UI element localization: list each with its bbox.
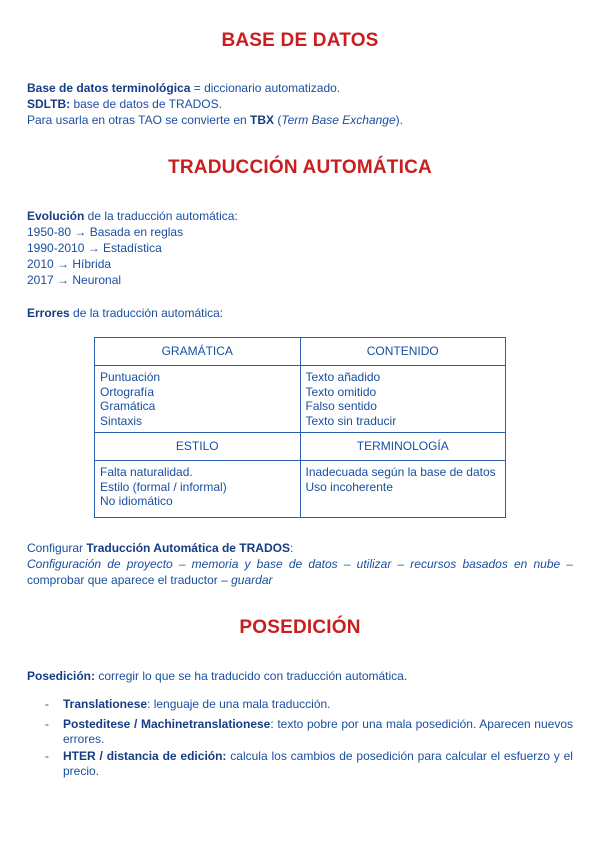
term-errores: Errores [27,306,70,320]
list-item [45,697,573,712]
posedicion-bullets [45,697,573,781]
line-errores [27,305,223,321]
list-item: Falta naturalidad. [100,465,193,479]
text-config-path-2: comprobar que aparece el traductor – [27,573,232,587]
list-item: Texto sin traducir [305,413,397,428]
term-posedicion: Posedición: [27,669,96,683]
text-diccionario: = diccionario automatizado. [190,81,341,95]
list-item [45,717,573,747]
text-sdltb: base de datos de TRADOS. [70,97,222,111]
bullet-dash: - [45,749,49,763]
text-evolucion: de la traducción automática: [84,209,238,223]
line-posedicion [27,668,407,684]
list-item: Puntuación [100,370,161,384]
list-item: Inadecuada según la base de datos [305,465,496,479]
list-item [45,749,573,779]
evolution-item: 1990-2010 → Estadística [27,241,162,255]
bullet-dash: - [45,697,49,711]
list-item: Texto omitido [305,384,377,399]
text-tbx-a: Para usarla en otras TAO se convierte en [27,113,251,127]
list-item: Texto añadido [305,370,381,384]
line-tbx [27,112,403,128]
term-sdltb: SDLTB: [27,97,71,111]
bullet-dash: - [45,717,49,731]
text-posedicion: corregir lo que se ha traducido con traducción automática. [95,669,408,683]
evolution-item: 2017 → Neuronal [27,273,122,287]
header-estilo: ESTILO [95,433,301,461]
text-configurar: Configurar [27,541,87,555]
text-guardar: guardar [231,573,273,587]
text-tbx-b: ( [274,113,282,127]
line-sdltb [27,96,222,112]
text-tbx-c: ). [395,113,403,127]
term-traduccion-trados: Traducción Automática de TRADOS [86,541,290,555]
term-base-terminologica: Base de datos terminológica [27,81,191,95]
section-title-posedicion: POSEDICIÓN [239,617,361,638]
list-item: Uso incoherente [305,479,393,494]
config-path-2 [27,572,273,588]
list-item: Ortografía [100,384,155,399]
section-title-traduccion-automatica: TRADUCCIÓN AUTOMÁTICA [168,157,432,178]
text-errores: de la traducción automática: [69,306,224,320]
text-tbx-italic: Term Base Exchange [281,113,396,127]
list-item: Estilo (formal / informal) [100,479,227,494]
list-item: Sintaxis [100,413,143,428]
term-translationese: Translationese [63,697,148,711]
evolution-item: 1950-80 → Basada en reglas [27,225,184,239]
cell-contenido [300,366,506,433]
cell-gramatica [95,366,301,433]
text-hter: calcula los cambios de posedición para calcular el esfuerzo y el precio. [63,749,573,778]
line-base-terminologica [27,80,340,96]
line-evolucion [27,208,238,224]
text-translationese: : lenguaje de una mala traducción. [147,697,331,711]
errors-table [94,337,506,518]
evolution-item: 2010 → Híbrida [27,257,112,271]
term-posteditese: Posteditese / Machinetranslationese [63,717,271,731]
section-title-base-de-datos: BASE DE DATOS [221,30,379,51]
list-item: Falso sentido [305,399,377,413]
list-item: Gramática [100,399,156,413]
text-posteditese: : texto pobre por una mala posedición. Aparecen nuevos errores. [63,717,573,746]
header-contenido: CONTENIDO [300,338,506,366]
cell-terminologia [300,461,506,518]
list-item: No idiomático [100,494,173,508]
text-colon: : [289,541,294,555]
line-configurar [27,540,293,556]
config-path: Configuración de proyecto – memoria y base de datos – utilizar – recursos basados en nube – [27,557,573,571]
term-evolucion: Evolución [27,209,85,223]
term-hter: HTER / distancia de edición: [63,749,227,763]
header-terminologia: TERMINOLOGÍA [300,433,506,461]
cell-estilo [95,461,301,518]
term-tbx: TBX [250,113,275,127]
header-gramatica: GRAMÁTICA [95,338,301,366]
